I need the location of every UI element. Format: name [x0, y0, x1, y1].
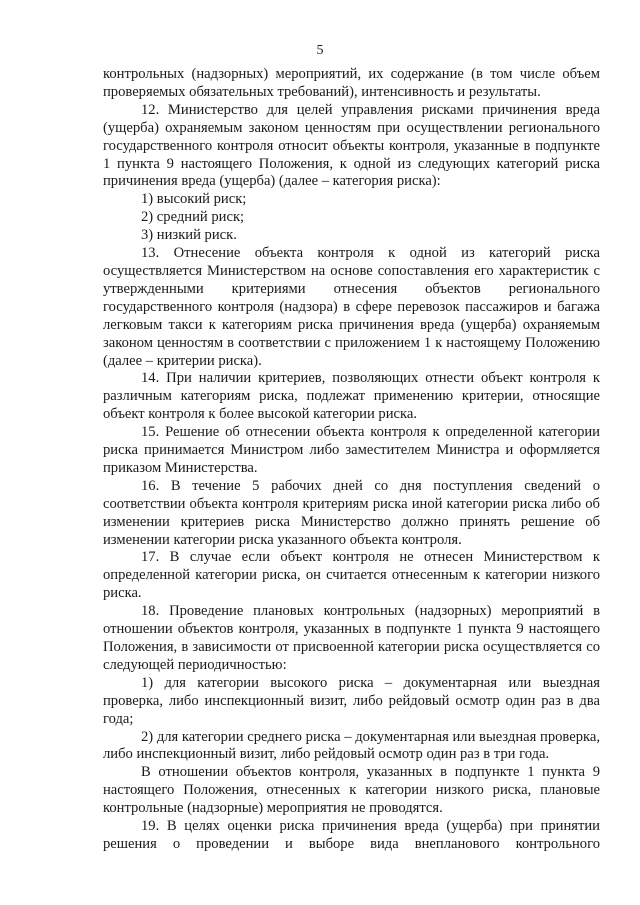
page-number: 5 [316, 43, 324, 58]
paragraph-clause-14: 14. При наличии критериев, позволяющих отнести объект контроля к различным категориям риска, подлежат применению критерии, относящие объект контроля к более высокой категории риска. [103, 370, 600, 423]
paragraph-clause-15: 15. Решение об отнесении объекта контроля к определенной категории риска принимается Министром либо заместителем Министра и оформляется приказом Министерства. [103, 424, 600, 476]
paragraph-clause-16: 16. В течение 5 рабочих дней со дня поступления сведений о соответствии объекта контроля критериям риска иной категории риска либо об изменении критериев риска Министерство должно принять решение об изменении категории риска указанного объекта контроля. [103, 477, 600, 548]
paragraph-clause-18: 18. Проведение плановых контрольных (надзорных) мероприятий в отношении объектов контроля, указанных в подпункте 1 пункта 9 настоящего Положения, в зависимости от присвоенной категории риска осуществляется со следующей периодичностью: [103, 603, 600, 673]
paragraph-clause-19: 19. В целях оценки риска причинения вреда (ущерба) при принятии решения о проведении и выборе вида внепланового контрольного [103, 818, 600, 852]
paragraph-clause-12: 12. Министерство для целей управления рисками причинения вреда (ущерба) охраняемым законом ценностям при осуществлении регионального государственного контроля относит объекты контроля, указанные в подпункте 1 пункта 9 настоящего Положения, к одной из следующих категорий риска причинения вреда (ущерба) (далее – категория риска): [103, 101, 600, 190]
list-item-low-risk: 3) низкий риск. [141, 227, 237, 244]
paragraph-clause-13: 13. Отнесение объекта контроля к одной из категорий риска осуществляется Министерством на основе сопоставления его характеристик с утвержденными критериями отнесения объектов регионального государственного контроля (надзора) в сфере перевозок пассажиров и багажа легковым такси к категориям риска причинения вреда (ущерба) охраняемым законом ценностям в соответствии с приложением 1 к настоящему Положению (далее – критерии риска). [103, 245, 600, 369]
list-item-high-risk: 1) высокий риск; [141, 191, 247, 208]
list-item-medium-risk: 2) средний риск; [141, 209, 245, 226]
list-item-medium-risk-periodicity: 2) для категории среднего риска – документарная или выездная проверка, либо инспекционный визит, либо рейдовый осмотр один раз в три года. [103, 728, 600, 763]
document-body [103, 66, 600, 854]
paragraph-continuation: контрольных (надзорных) мероприятий, их содержание (в том числе объем проверяемых обязательных требований), интенсивность и результаты. [103, 66, 600, 100]
list-item-high-risk-periodicity: 1) для категории высокого риска – документарная или выездная проверка, либо инспекционный визит, либо рейдовый осмотр один раз в два года; [103, 674, 600, 727]
paragraph-clause-17: 17. В случае если объект контроля не отнесен Министерством к определенной категории риска, он считается отнесенным к категории низкого риска. [103, 549, 600, 602]
paragraph-low-risk-exemption: В отношении объектов контроля, указанных в подпункте 1 пункта 9 настоящего Положения, отнесенных к категории низкого риска, плановые контрольные (надзорные) мероприятия не проводятся. [103, 764, 600, 817]
